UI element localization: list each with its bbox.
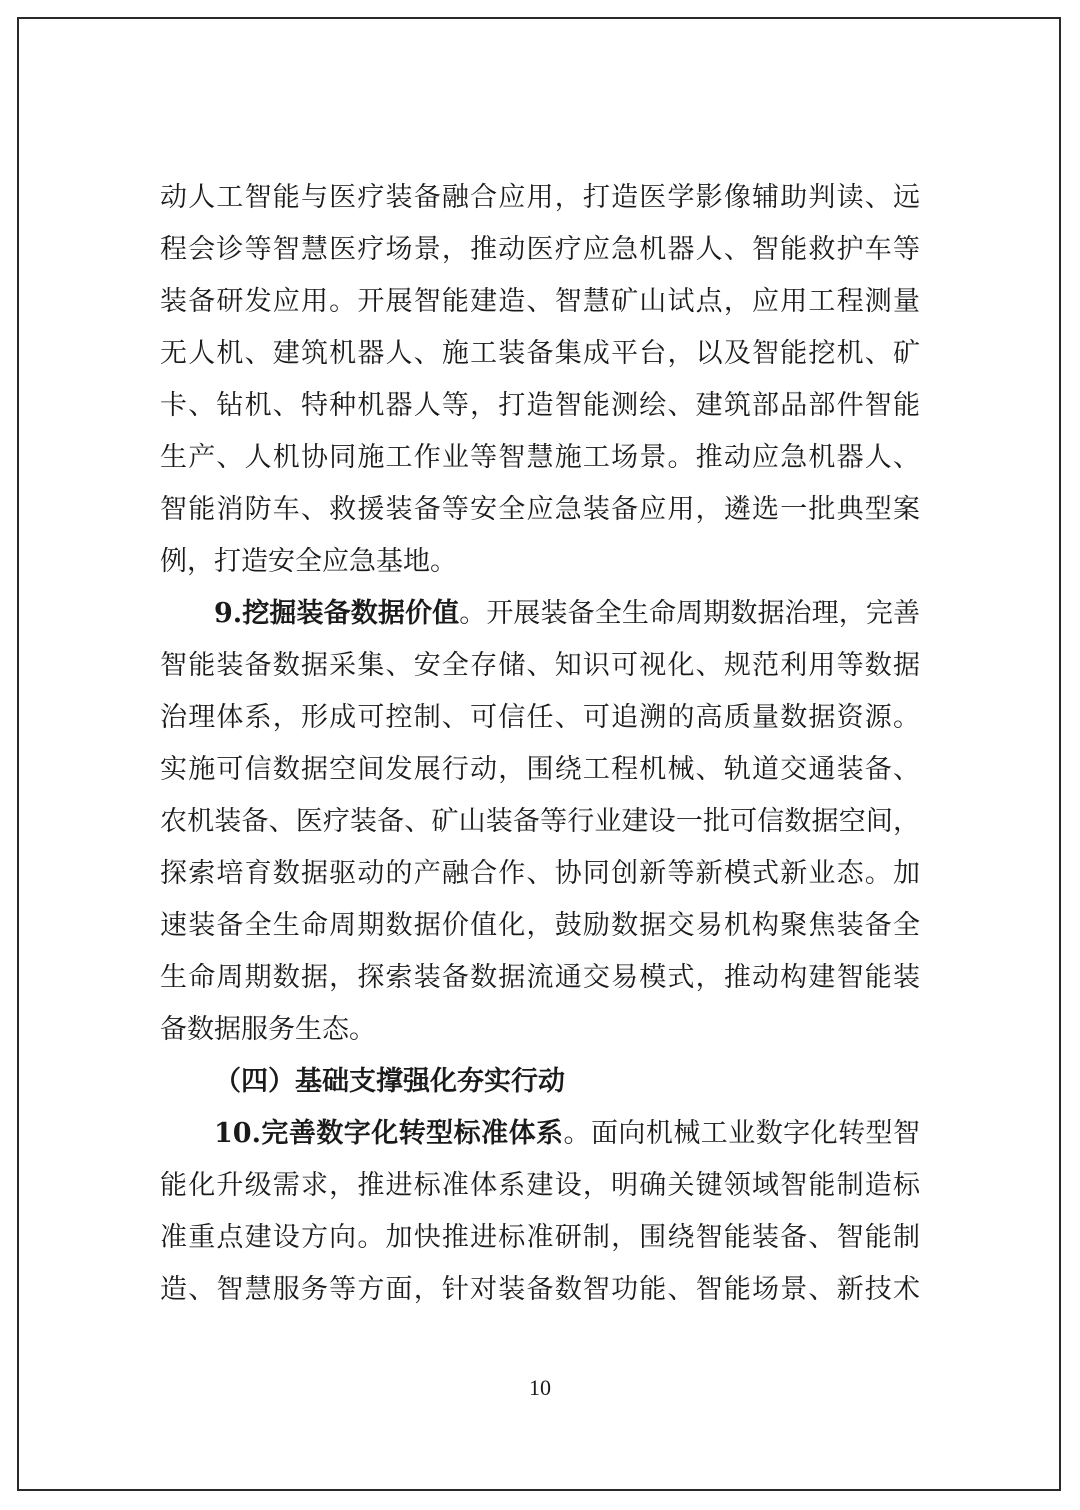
text-line: 卡、钻机、特种机器人等，打造智能测绘、建筑部品部件智能 [160, 390, 920, 421]
text-line: 智能装备数据采集、安全存储、知识可视化、规范利用等数据 [160, 650, 920, 681]
text-line: 生命周期数据，探索装备数据流通交易模式，推动构建智能装 [160, 962, 920, 993]
section-10-title: 10.完善数字化转型标准体系 [214, 1118, 564, 1149]
text-line: 生产、人机协同施工作业等智慧施工场景。推动应急机器人、 [160, 442, 920, 473]
section-10-first-line [160, 1108, 920, 1160]
section-9-first-line-rest: 。开展装备全生命周期数据治理，完善 [459, 598, 921, 629]
section-10-first-line-rest: 。面向机械工业数字化转型智 [563, 1118, 920, 1149]
text-line: 备数据服务生态。 [160, 1014, 376, 1045]
text-line: 农机装备、医疗装备、矿山装备等行业建设一批可信数据空间， [160, 806, 920, 837]
section-9-paragraph [160, 588, 920, 1056]
text-line: 装备研发应用。开展智能建造、智慧矿山试点，应用工程测量 [160, 286, 920, 317]
text-line: 治理体系，形成可控制、可信任、可追溯的高质量数据资源。 [160, 702, 920, 733]
section-9-title: 9.挖掘装备数据价值 [214, 598, 460, 629]
text-line: 能化升级需求，推进标准体系建设，明确关键领域智能制造标 [160, 1170, 920, 1201]
text-line: 准重点建设方向。加快推进标准研制，围绕智能装备、智能制 [160, 1222, 920, 1253]
paragraph-medical-construction [160, 172, 920, 588]
text-line: 动人工智能与医疗装备融合应用，打造医学影像辅助判读、远 [160, 182, 920, 213]
section-10-paragraph [160, 1108, 920, 1316]
section-4-heading: （四）基础支撑强化夯实行动 [214, 1066, 565, 1097]
text-line: 无人机、建筑机器人、施工装备集成平台，以及智能挖机、矿 [160, 338, 920, 369]
text-line: 程会诊等智慧医疗场景，推动医疗应急机器人、智能救护车等 [160, 234, 920, 265]
text-line: 实施可信数据空间发展行动，围绕工程机械、轨道交通装备、 [160, 754, 920, 785]
text-line: 速装备全生命周期数据价值化，鼓励数据交易机构聚焦装备全 [160, 910, 920, 941]
text-line: 探索培育数据驱动的产融合作、协同创新等新模式新业态。加 [160, 858, 920, 889]
document-body [160, 172, 920, 1316]
text-line: 智能消防车、救援装备等安全应急装备应用，遴选一批典型案 [160, 494, 920, 525]
page-number: 10 [529, 1375, 551, 1400]
text-line: 例，打造安全应急基地。 [160, 546, 457, 577]
text-line: 造、智慧服务等方面，针对装备数智功能、智能场景、新技术 [160, 1274, 920, 1305]
section-9-first-line [160, 588, 920, 640]
